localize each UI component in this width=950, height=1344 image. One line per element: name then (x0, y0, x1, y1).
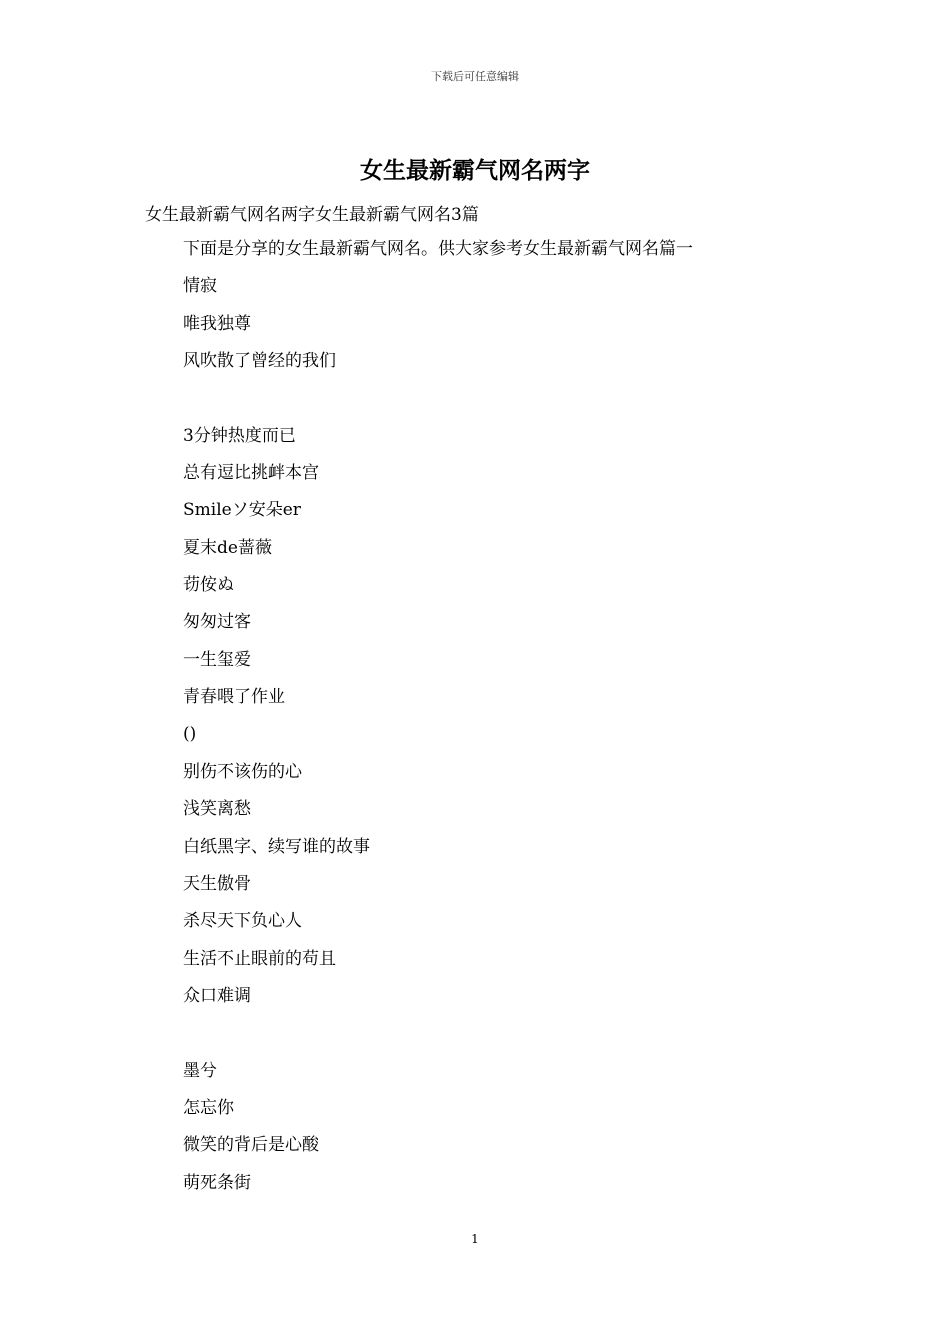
text-line: 苆侒ぬ (183, 575, 234, 596)
text-line: 萌死条街 (183, 1172, 251, 1193)
text-line: 浅笑离愁 (183, 799, 251, 820)
document-subtitle: 女生最新霸气网名两字女生最新霸气网名3篇 (145, 205, 479, 225)
text-line: 生活不止眼前的苟且 (183, 948, 336, 969)
text-line: 总有逗比挑衅本宫 (183, 463, 319, 484)
text-line: 一生玺爱 (183, 649, 251, 670)
document-title: 女生最新霸气网名两字 (360, 157, 590, 184)
text-line: 唯我独尊 (183, 313, 251, 334)
text-line: 杀尽天下负心人 (183, 911, 302, 932)
blank-line (183, 1021, 803, 1058)
text-line: 天生傲骨 (183, 873, 251, 894)
text-line: 众口难调 (183, 985, 251, 1006)
text-line: 白纸黑字、续写谁的故事 (183, 836, 370, 857)
text-line: 怎忘你 (183, 1097, 234, 1118)
page-number: 1 (471, 1232, 479, 1246)
text-line: 微笑的背后是心酸 (183, 1135, 319, 1156)
text-line: 3分钟热度而已 (183, 425, 296, 446)
text-line: 墨兮 (183, 1060, 217, 1081)
text-line: Smileソ安朵er (183, 500, 301, 521)
text-line: 别伤不该伤的心 (183, 761, 302, 782)
header-note: 下载后可任意编辑 (431, 70, 519, 83)
body-text (183, 237, 803, 1208)
text-line: 下面是分享的女生最新霸气网名。供大家参考女生最新霸气网名篇一 (183, 239, 693, 259)
text-line: 青春喂了作业 (183, 687, 285, 708)
text-line: () (183, 724, 197, 745)
text-line: 风吹散了曾经的我们 (183, 351, 336, 372)
text-line: 情寂 (183, 276, 217, 297)
blank-line (183, 386, 803, 423)
text-line: 匆匆过客 (183, 612, 251, 633)
text-line: 夏末de蔷薇 (183, 537, 272, 558)
